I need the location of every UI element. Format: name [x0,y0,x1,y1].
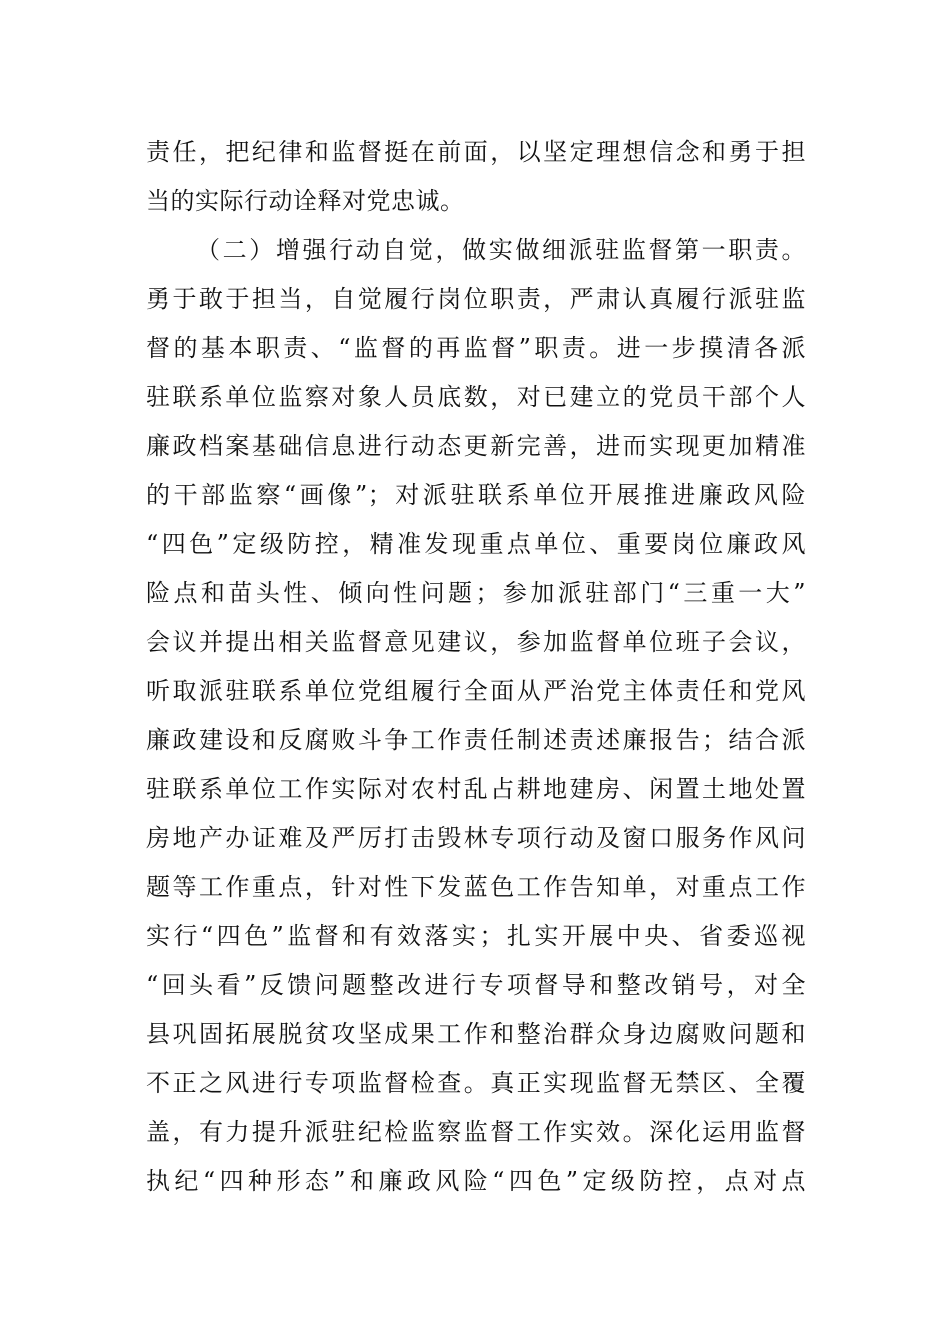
text-line: 不正之风进行专项监督检查。真正实现监督无禁区、全覆 [146,1069,806,1097]
text-line: 驻联系单位工作实际对农村乱占耕地建房、闲置土地处置 [146,775,806,803]
text-line: 实行“四色”监督和有效落实；扎实开展中央、省委巡视 [146,922,806,950]
text-line: 县巩固拓展脱贫攻坚成果工作和整治群众身边腐败问题和 [146,1020,806,1048]
body-text [146,128,806,1206]
text-line: 题等工作重点，针对性下发蓝色工作告知单，对重点工作 [146,873,806,901]
text-line: 驻联系单位监察对象人员底数，对已建立的党员干部个人 [146,383,806,411]
text-line: “回头看”反馈问题整改进行专项督导和整改销号，对全 [146,971,806,999]
text-line: 听取派驻联系单位党组履行全面从严治党主体责任和党风 [146,677,806,705]
text-line: 险点和苗头性、倾向性问题；参加派驻部门“三重一大” [146,579,806,607]
text-line: 盖，有力提升派驻纪检监察监督工作实效。深化运用监督 [146,1118,806,1146]
text-line: 房地产办证难及严厉打击毁林专项行动及窗口服务作风问 [146,824,806,852]
text-line: 责任，把纪律和监督挺在前面，以坚定理想信念和勇于担 [146,138,806,166]
text-line: “四色”定级防控，精准发现重点单位、重要岗位廉政风 [146,530,806,558]
text-line: 当的实际行动诠释对党忠诚。 [146,187,465,215]
section-heading: （二）增强行动自觉，做实做细派驻监督第一职责。 [196,236,806,264]
text-line: 勇于敢于担当，自觉履行岗位职责，严肃认真履行派驻监 [146,285,806,313]
text-line: 廉政档案基础信息进行动态更新完善，进而实现更加精准 [146,432,806,460]
text-line: 督的基本职责、“监督的再监督”职责。进一步摸清各派 [146,334,806,362]
text-line: 执纪“四种形态”和廉政风险“四色”定级防控，点对点 [146,1167,806,1195]
text-line: 的干部监察“画像”；对派驻联系单位开展推进廉政风险 [146,481,806,509]
text-line: 廉政建设和反腐败斗争工作责任制述责述廉报告；结合派 [146,726,806,754]
text-line: 会议并提出相关监督意见建议，参加监督单位班子会议， [146,628,806,656]
